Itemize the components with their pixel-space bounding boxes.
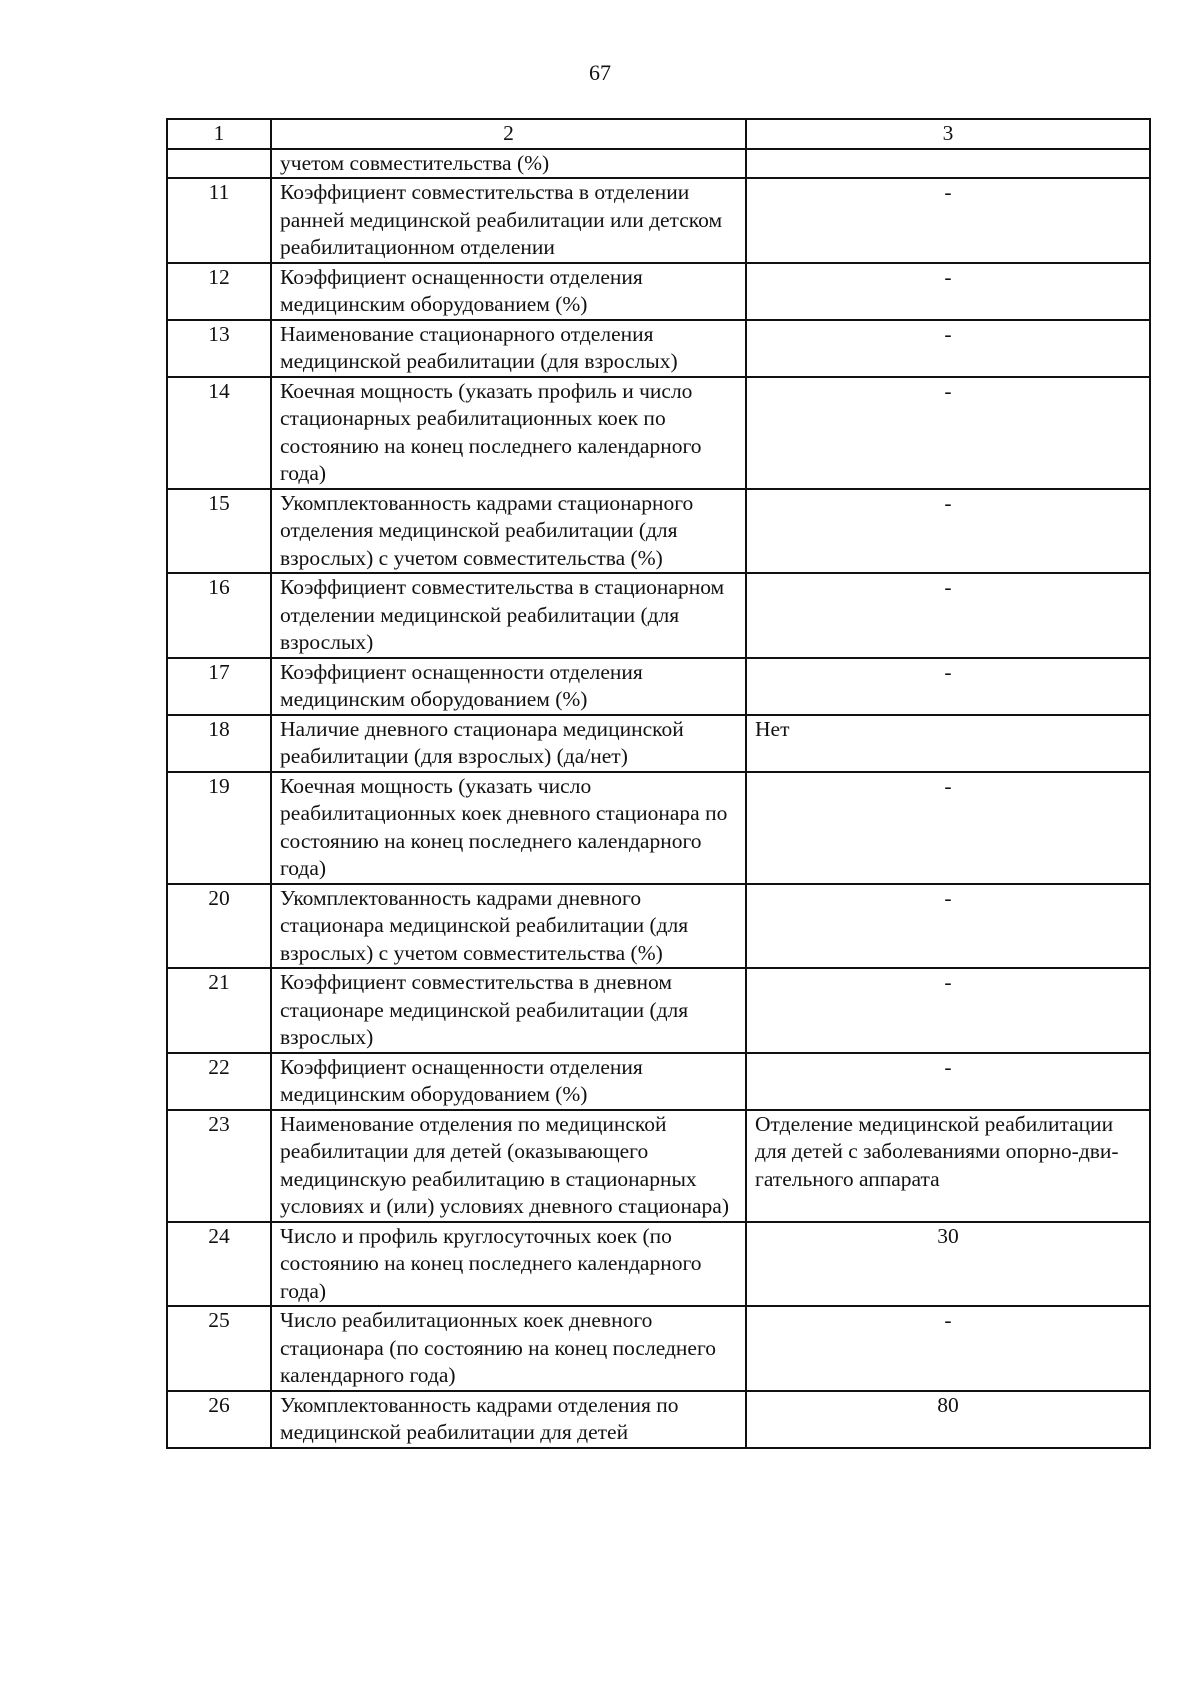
table-body <box>167 119 1150 1448</box>
row-number: 20 <box>167 884 271 969</box>
table-row <box>167 1306 1150 1391</box>
column-header-value: 3 <box>746 119 1150 149</box>
table-row <box>167 715 1150 772</box>
row-number: 17 <box>167 658 271 715</box>
column-header-number: 1 <box>167 119 271 149</box>
table-row <box>167 149 1150 179</box>
row-description: учетом совместительства (%) <box>271 149 746 179</box>
row-value: - <box>746 658 1150 715</box>
table-row <box>167 1110 1150 1222</box>
table-row <box>167 573 1150 658</box>
row-value <box>746 149 1150 179</box>
row-description: Коэффициент совместительства в отделении ранней медицинской реабилитации или детском реабилитационном отделении <box>271 178 746 263</box>
row-description: Коэффициент оснащенности отделения медицинским оборудованием (%) <box>271 1053 746 1110</box>
row-number: 21 <box>167 968 271 1053</box>
table-row <box>167 772 1150 884</box>
row-description: Коэффициент совместительства в стационарном отделении медицинской реабилитации (для взрослых) <box>271 573 746 658</box>
row-description: Наименование стационарного отделения медицинской реабилитации (для взрослых) <box>271 320 746 377</box>
row-value: - <box>746 968 1150 1053</box>
table-row <box>167 377 1150 489</box>
row-value: 30 <box>746 1222 1150 1307</box>
table-row <box>167 178 1150 263</box>
row-description: Наличие дневного стационара медицинской реабилитации (для взрослых) (да/нет) <box>271 715 746 772</box>
row-number: 23 <box>167 1110 271 1222</box>
row-description: Число реабилитационных коек дневного стационара (по состоянию на конец последнего календарного года) <box>271 1306 746 1391</box>
row-value: - <box>746 263 1150 320</box>
row-number: 24 <box>167 1222 271 1307</box>
row-number: 13 <box>167 320 271 377</box>
row-value: - <box>746 772 1150 884</box>
table-row <box>167 1222 1150 1307</box>
row-number: 16 <box>167 573 271 658</box>
row-description: Коэффициент совместительства в дневном стационаре медицинской реабилитации (для взрослых) <box>271 968 746 1053</box>
row-number: 19 <box>167 772 271 884</box>
row-value: - <box>746 178 1150 263</box>
row-value: - <box>746 489 1150 574</box>
table-row <box>167 1391 1150 1448</box>
table-row <box>167 263 1150 320</box>
row-number: 25 <box>167 1306 271 1391</box>
row-number: 18 <box>167 715 271 772</box>
table-row <box>167 320 1150 377</box>
row-number: 15 <box>167 489 271 574</box>
row-number: 26 <box>167 1391 271 1448</box>
row-description: Коечная мощность (указать профиль и число стационарных реабилитационных коек по состоянию на конец последнего календарного года) <box>271 377 746 489</box>
row-value: 80 <box>746 1391 1150 1448</box>
row-number: 11 <box>167 178 271 263</box>
row-number: 22 <box>167 1053 271 1110</box>
table-row <box>167 968 1150 1053</box>
row-value: - <box>746 1306 1150 1391</box>
row-value: - <box>746 884 1150 969</box>
row-description: Коечная мощность (указать число реабилитационных коек дневного стационара по состоянию на конец последнего календарного года) <box>271 772 746 884</box>
table-row <box>167 658 1150 715</box>
page-number: 67 <box>589 60 611 85</box>
row-description: Укомплектованность кадрами дневного стационара медицинской реабилитации (для взрослых) с учетом совместительства (%) <box>271 884 746 969</box>
row-value: Нет <box>746 715 1150 772</box>
row-description: Число и профиль круглосуточных коек (по состоянию на конец последнего календарного года) <box>271 1222 746 1307</box>
row-description: Укомплектованность кадрами отделения по медицинской реабилитации для детей <box>271 1391 746 1448</box>
row-number: 12 <box>167 263 271 320</box>
row-description: Коэффициент оснащенности отделения медицинским оборудованием (%) <box>271 263 746 320</box>
row-description: Коэффициент оснащенности отделения медицинским оборудованием (%) <box>271 658 746 715</box>
row-value: - <box>746 1053 1150 1110</box>
row-value: - <box>746 320 1150 377</box>
row-number: 14 <box>167 377 271 489</box>
table-row <box>167 884 1150 969</box>
row-value: - <box>746 573 1150 658</box>
row-value: Отделение медицинской реабилитации для детей с заболеваниями опорно-дви-гательного аппарата <box>746 1110 1150 1222</box>
table-row <box>167 489 1150 574</box>
row-number <box>167 149 271 179</box>
row-description: Укомплектованность кадрами стационарного отделения медицинской реабилитации (для взрослых) с учетом совместительства (%) <box>271 489 746 574</box>
column-header-description: 2 <box>271 119 746 149</box>
data-table <box>166 118 1151 1449</box>
row-value: - <box>746 377 1150 489</box>
table-header-row <box>167 119 1150 149</box>
table-row <box>167 1053 1150 1110</box>
row-description: Наименование отделения по медицинской реабилитации для детей (оказывающего медицинскую реабилитацию в стационарных условиях и (или) условиях дневного стационара) <box>271 1110 746 1222</box>
